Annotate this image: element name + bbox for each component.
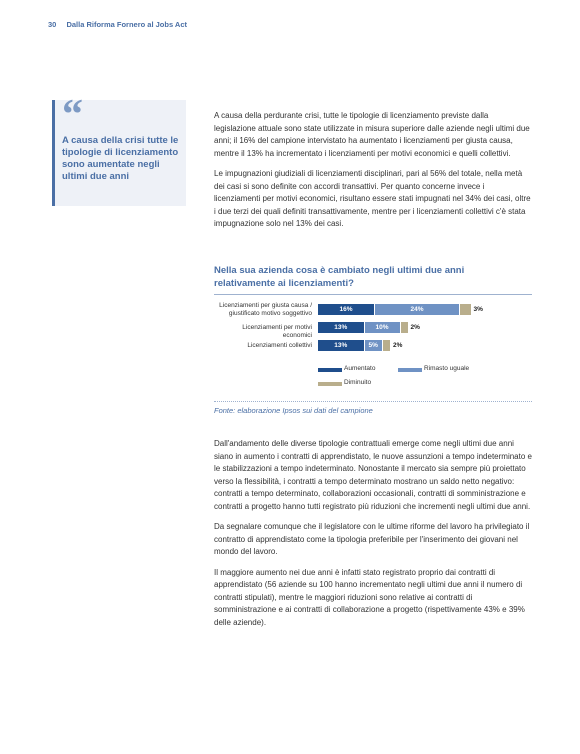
category-label: Licenziamenti per giusta causa / giustificato motivo soggettivo bbox=[219, 301, 312, 317]
bar-label-diminuito: 2% bbox=[410, 324, 420, 331]
running-header bbox=[48, 20, 187, 29]
bar-aumentato: 13% bbox=[318, 322, 364, 333]
category-label: Licenziamenti collettivi bbox=[247, 341, 312, 349]
bar-diminuito bbox=[460, 304, 471, 315]
bar-rimasto: 10% bbox=[365, 322, 400, 333]
paragraph-3: Dall'andamento delle diverse tipologie contrattuali emerge come negli ultimi due anni siano in aumento i contratti di apprendistato, le nuove assunzioni a tempo indeterminato e le stabilizzazioni a tempo indeterminato. Nonostante il mercato sia sempre più proiettato verso la flessibilità, i contratti a tempo determinato mostrano un saldo netto negativo: contratti a tempo determinato, collaborazioni occasionali, contratti di somministrazione e contratti a progetto hanno tutti registrato più riduzioni che incrementi negli ultimi due anni. bbox=[214, 439, 532, 511]
running-title: Dalla Riforma Fornero al Jobs Act bbox=[66, 20, 188, 29]
paragraph-5: Il maggiore aumento nei due anni è infatti stato registrato proprio dai contratti di apprendistato (56 aziende su 100 hanno incrementato negli ultimi due anni il numero di contratti stipulati), mentre le maggiori riduzioni sono relative ai contratti di somministrazione e ai contratti di collaborazione a progetto (rispettivamente 43% e 39% delle aziende). bbox=[214, 567, 525, 627]
source-note: Fonte: elaborazione Ipsos sui dati del campione bbox=[214, 406, 373, 415]
chart-title: Nella sua azienda cosa è cambiato negli ultimi due anni relativamente ai licenziamenti? bbox=[214, 265, 465, 289]
bar-aumentato: 16% bbox=[318, 304, 374, 315]
legend-label-aumentato: Aumentato bbox=[344, 365, 376, 372]
pull-quote-bar bbox=[52, 100, 55, 206]
legend-label-diminuito: Diminuito bbox=[344, 379, 372, 386]
main-text bbox=[214, 438, 532, 629]
bar-rimasto: 24% bbox=[375, 304, 459, 315]
paragraph-4: Da segnalare comunque che il legislatore con le ultime riforme del lavoro ha privilegiato il contratto di apprendistato come la tipologia preferibile per l'inserimento dei giovani nel mondo del lavoro. bbox=[214, 522, 530, 556]
pull-quote-text: A causa della crisi tutte le tipologie di licenziamento sono aumentate negli ultimi due anni bbox=[62, 135, 179, 182]
bar-diminuito bbox=[383, 340, 390, 351]
bar-aumentato: 13% bbox=[318, 340, 364, 351]
intro-text bbox=[214, 110, 532, 231]
chart-bottom-rule bbox=[214, 401, 532, 402]
bar-label-diminuito: 3% bbox=[473, 306, 483, 313]
page-number: 30 bbox=[48, 20, 57, 29]
legend-swatch-aumentato bbox=[318, 368, 342, 372]
legend-label-rimasto: Rimasto uguale bbox=[424, 365, 470, 372]
category-label: Licenziamenti per motivi economici bbox=[242, 323, 312, 339]
paragraph-2: Le impugnazioni giudiziali di licenziamenti disciplinari, pari al 56% del totale, nella metà dei casi si sono definite con accordi transattivi. Per quanto concerne invece i licenziamenti per motivi economici, risultano essere stati impugnati nel 34% dei casi, oltre i due terzi dei quali definiti transattivamente, mentre per i licenziamenti collettivi c'è stata impugnazione solo nel 13% dei casi. bbox=[214, 169, 531, 228]
paragraph-1: A causa della perdurante crisi, tutte le tipologie di licenziamento previste dalla legislazione attuale sono state utilizzate in misura superiore dalle aziende negli ultimi due anni; il 16% del campione intervistato ha aumentato i licenziamenti per giusta causa, mentre il 13% ha incrementato i licenziamenti per motivi economici e quelli collettivi. bbox=[214, 111, 530, 158]
bar-label-diminuito: 2% bbox=[393, 342, 403, 349]
chart-top-rule bbox=[214, 294, 532, 295]
bar-rimasto: 5% bbox=[365, 340, 383, 351]
quote-mark-icon: “ bbox=[62, 92, 83, 138]
bar-diminuito bbox=[401, 322, 408, 333]
legend-swatch-diminuito bbox=[318, 382, 342, 386]
pull-quote bbox=[52, 92, 186, 206]
legend-swatch-rimasto bbox=[398, 368, 422, 372]
